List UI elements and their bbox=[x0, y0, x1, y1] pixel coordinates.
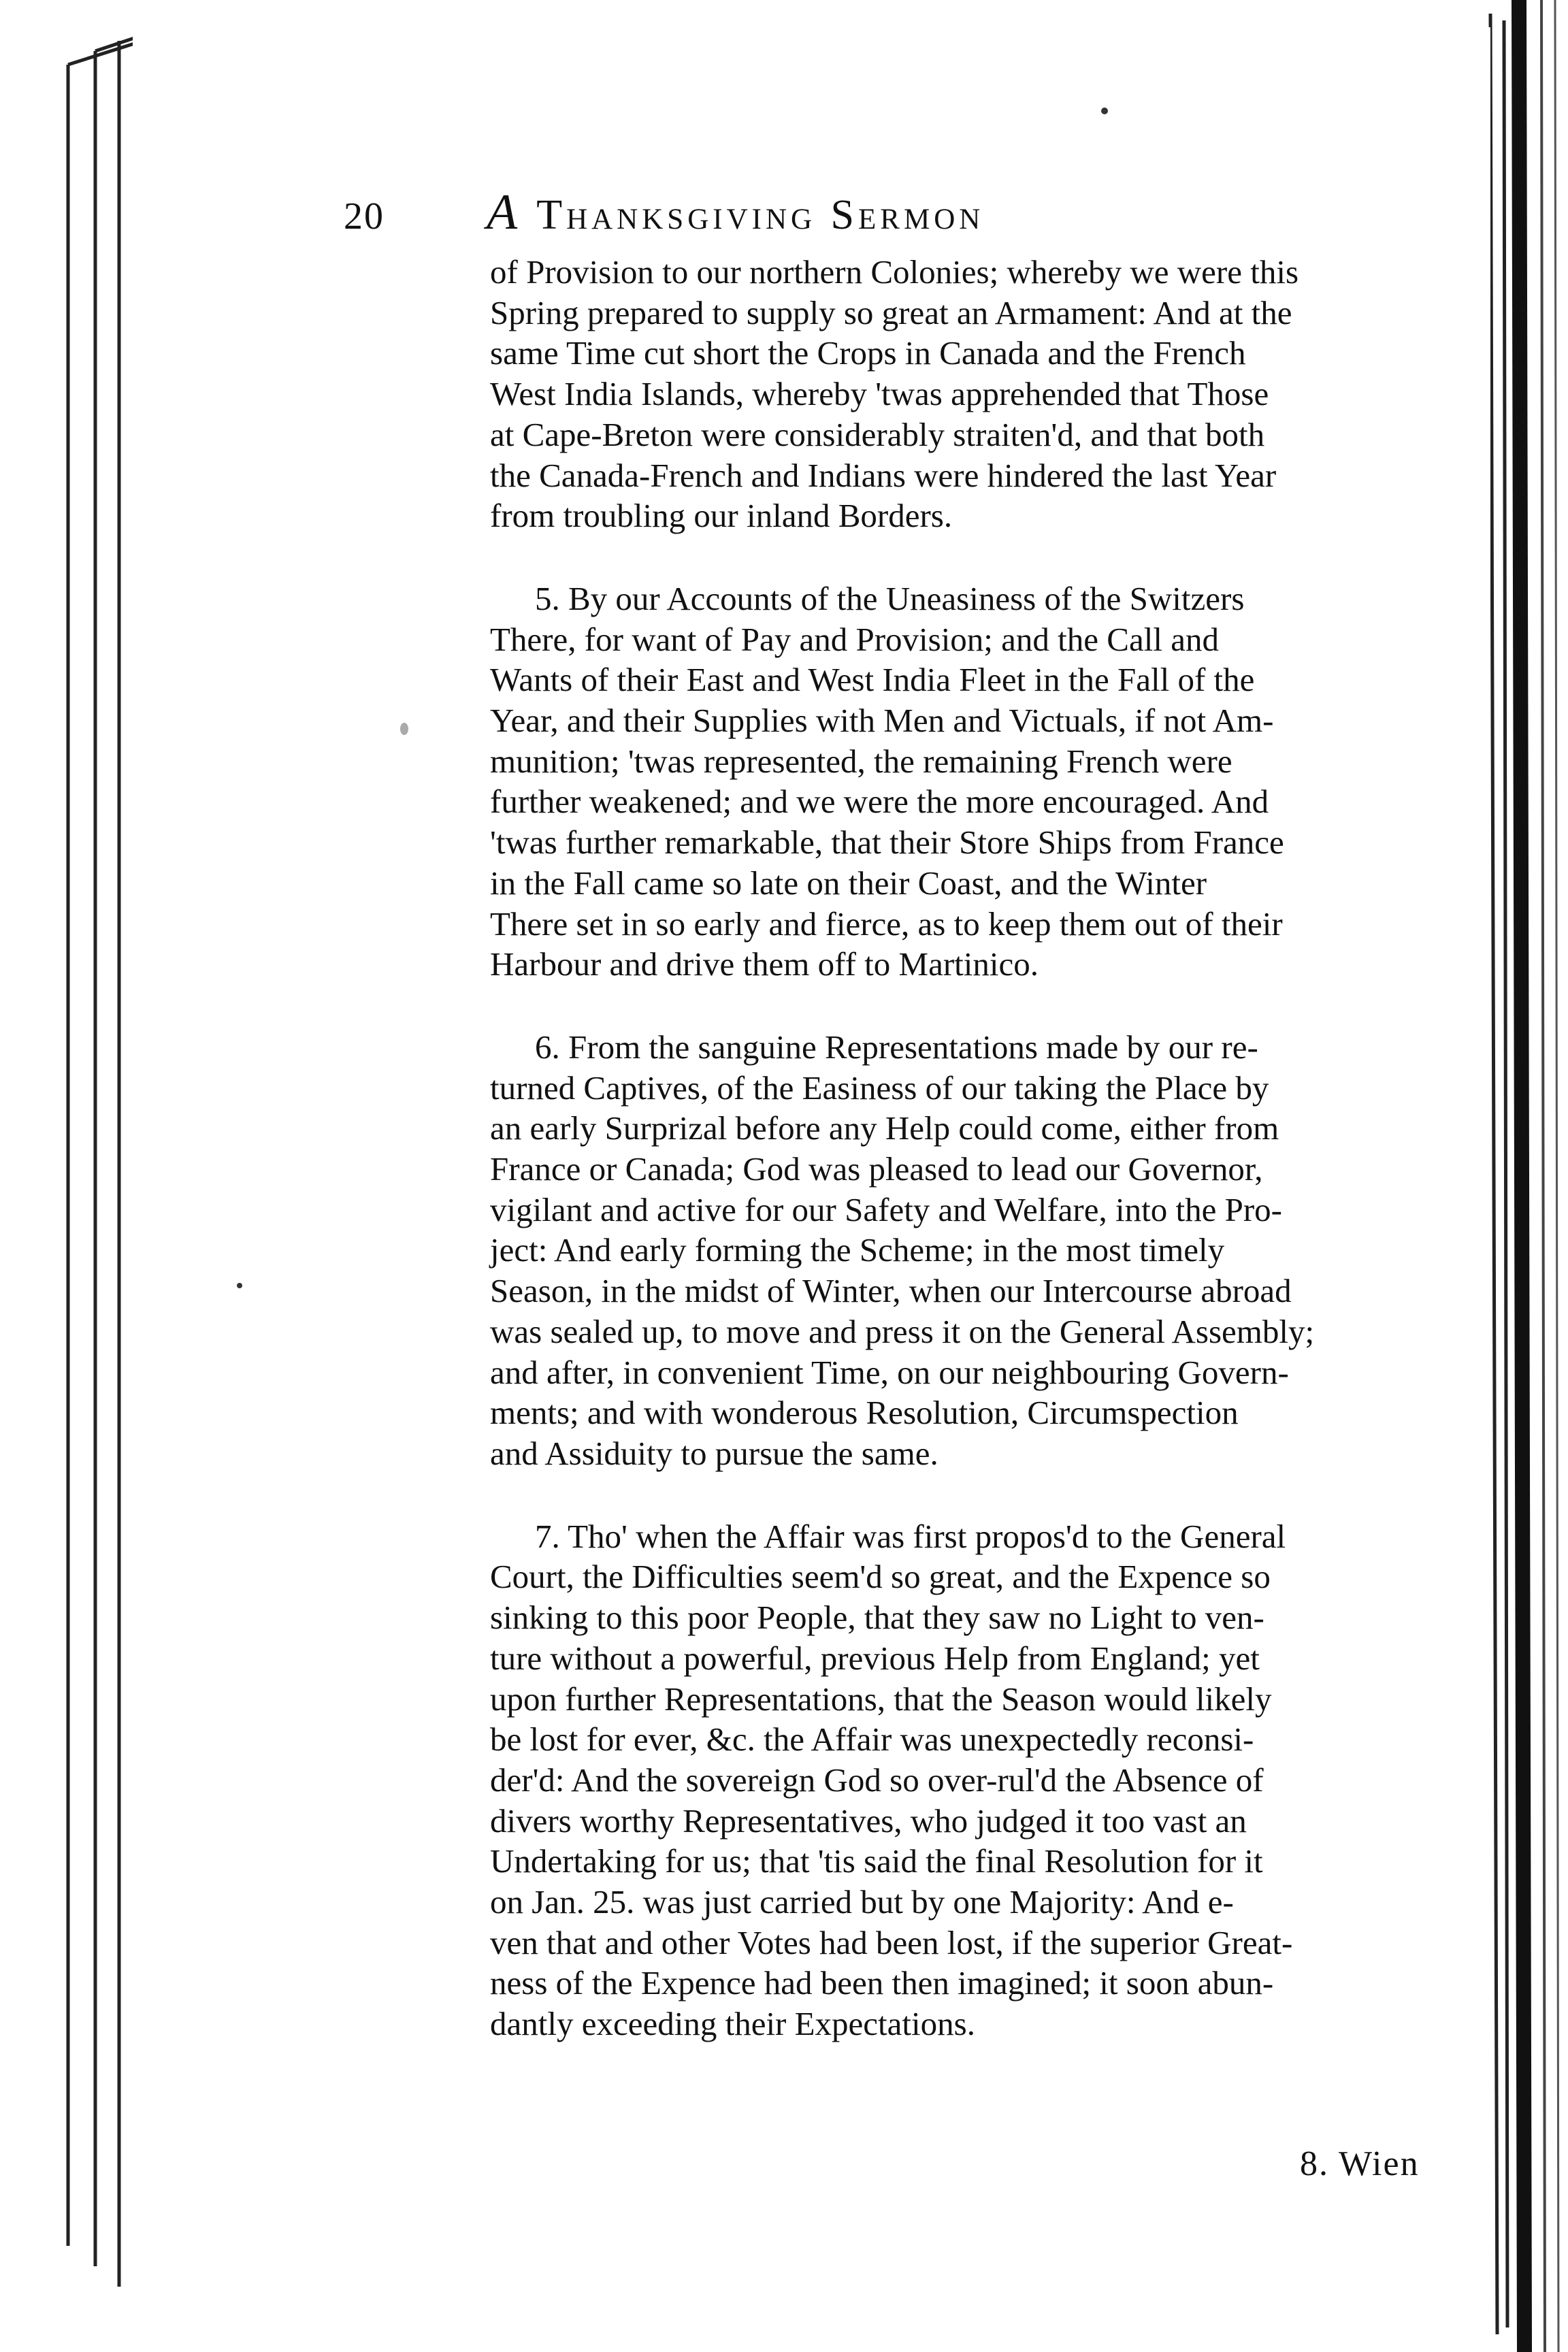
text-line: at Cape-Breton were considerably straiten'd, and that both bbox=[490, 415, 1265, 453]
text-line: Court, the Difficulties seem'd so great, and the Expence so bbox=[490, 1558, 1271, 1596]
text-line: There set in so early and fierce, as to keep them out of their bbox=[490, 904, 1283, 943]
ink-speck bbox=[237, 1283, 242, 1288]
text-line: and after, in convenient Time, on our neighbouring Govern- bbox=[490, 1353, 1289, 1391]
text-line: further weakened; and we were the more encouraged. And bbox=[490, 783, 1269, 821]
page-number: 20 bbox=[344, 195, 385, 238]
text-line: ments; and with wonderous Resolution, Circumspection bbox=[490, 1394, 1239, 1432]
text-line: ject: And early forming the Scheme; in the most timely bbox=[490, 1231, 1225, 1269]
text-line: ture without a powerful, previous Help from England; yet bbox=[490, 1639, 1260, 1677]
text-line: Wants of their East and West India Fleet in the Fall of the bbox=[490, 661, 1255, 699]
text-line: on Jan. 25. was just carried but by one Majority: And e- bbox=[490, 1883, 1234, 1921]
text-line: of Provision to our northern Colonies; whereby we were this bbox=[490, 253, 1299, 291]
text-line: an early Surprizal before any Help could come, either from bbox=[490, 1109, 1279, 1147]
page-header bbox=[344, 184, 1242, 245]
text-line: be lost for ever, &c. the Affair was unexpectedly reconsi- bbox=[490, 1720, 1254, 1759]
text-line: turned Captives, of the Easiness of our taking the Place by bbox=[490, 1068, 1269, 1107]
paragraph-continued bbox=[490, 252, 1443, 536]
catchword: 8. Wien bbox=[1300, 2144, 1420, 2183]
text-line: divers worthy Representatives, who judged it too vast an bbox=[490, 1801, 1247, 1840]
text-line: ness of the Expence had been then imagined; it soon abun- bbox=[490, 1964, 1274, 2002]
text-line: West India Islands, whereby 'twas apprehended that Those bbox=[490, 375, 1269, 413]
text-line: Season, in the midst of Winter, when our Intercourse abroad bbox=[490, 1272, 1292, 1310]
text-line: dantly exceeding their Expectations. bbox=[490, 2005, 975, 2043]
ink-speck bbox=[400, 723, 408, 735]
text-line: France or Canada; God was pleased to lead our Governor, bbox=[490, 1150, 1263, 1188]
text-line: sinking to this poor People, that they saw no Light to ven- bbox=[490, 1599, 1264, 1637]
paragraph-5 bbox=[490, 578, 1443, 985]
text-line: 5. By our Accounts of the Uneasiness of the Switzers bbox=[535, 579, 1245, 617]
paragraph-6 bbox=[490, 1027, 1443, 1474]
ink-speck bbox=[1101, 108, 1108, 114]
text-line: upon further Representations, that the Season would likely bbox=[490, 1680, 1272, 1718]
text-line: from troubling our inland Borders. bbox=[490, 497, 953, 535]
paragraph-7 bbox=[490, 1516, 1443, 2044]
text-line: There, for want of Pay and Provision; and the Call and bbox=[490, 620, 1219, 658]
text-line: vigilant and active for our Safety and Welfare, into the Pro- bbox=[490, 1190, 1282, 1228]
text-line: Harbour and drive them off to Martinico. bbox=[490, 945, 1039, 983]
running-title bbox=[487, 184, 984, 242]
text-line: Year, and their Supplies with Men and Victuals, if not Am- bbox=[490, 702, 1274, 740]
text-line: 7. Tho' when the Affair was first propos'd to the General bbox=[535, 1517, 1286, 1555]
text-line: and Assiduity to pursue the same. bbox=[490, 1434, 938, 1472]
text-line: 6. From the sanguine Representations made by our re- bbox=[535, 1028, 1258, 1066]
sermon-text bbox=[490, 252, 1443, 2044]
text-line: munition; 'twas represented, the remaining French were bbox=[490, 742, 1232, 780]
running-title-text: Thanksgiving Sermon bbox=[536, 192, 985, 238]
running-title-initial: A bbox=[487, 184, 522, 240]
text-line: 'twas further remarkable, that their Store Ships from France bbox=[490, 823, 1284, 862]
text-line: ven that and other Votes had been lost, if the superior Great- bbox=[490, 1923, 1293, 1961]
text-line: der'd: And the sovereign God so over-rul'd the Absence of bbox=[490, 1761, 1264, 1799]
text-line: the Canada-French and Indians were hindered the last Year bbox=[490, 456, 1277, 494]
text-line: Undertaking for us; that 'tis said the final Resolution for it bbox=[490, 1842, 1263, 1880]
text-line: same Time cut short the Crops in Canada and the French bbox=[490, 334, 1246, 372]
text-line: was sealed up, to move and press it on the General Assembly; bbox=[490, 1312, 1315, 1350]
text-line: in the Fall came so late on their Coast, and the Winter bbox=[490, 864, 1207, 902]
text-line: Spring prepared to supply so great an Armament: And at the bbox=[490, 293, 1292, 331]
